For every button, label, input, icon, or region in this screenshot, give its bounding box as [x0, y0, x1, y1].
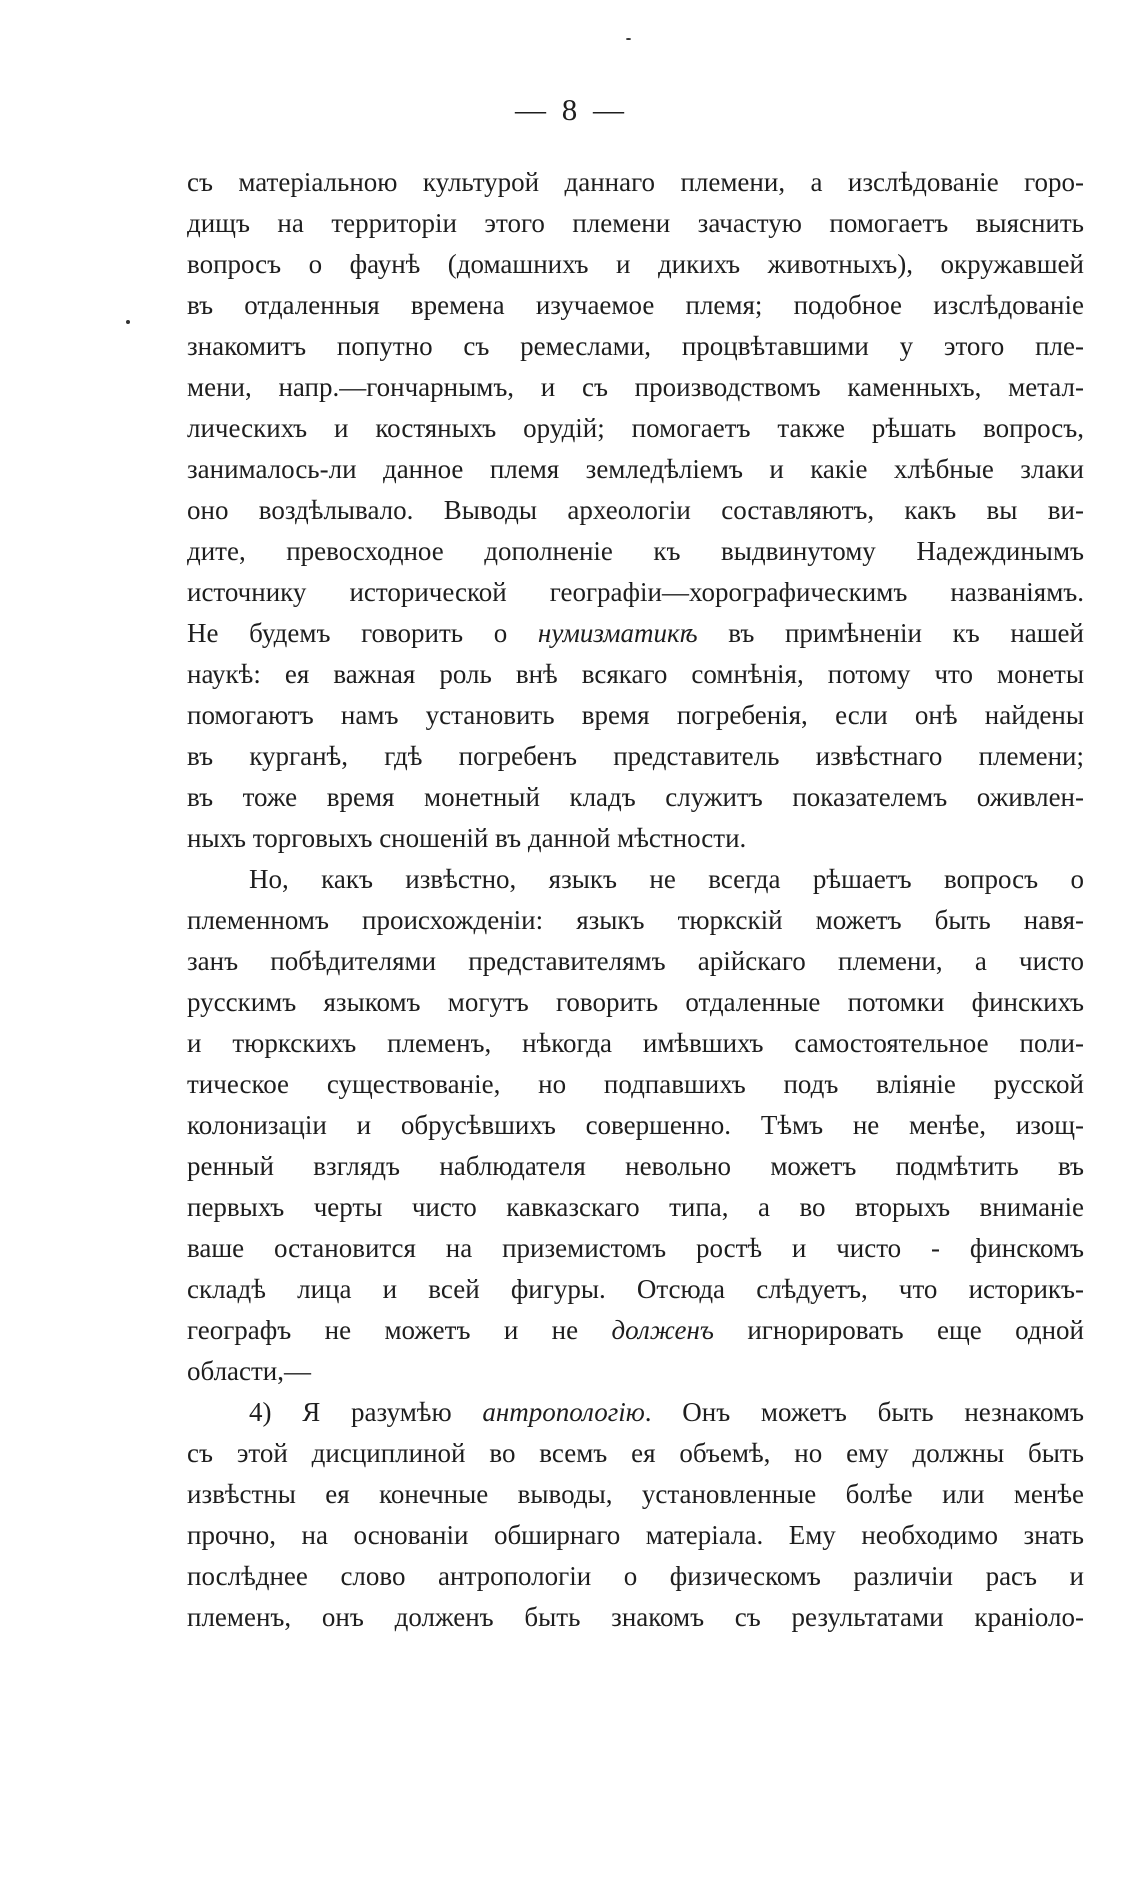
text-line: племенномъ происхожденіи: языкъ тюркскій можетъ быть навя- [187, 905, 1084, 935]
text-line: извѣстны ея конечные выводы, установленные болѣе или менѣе [187, 1479, 1084, 1509]
text-line: и тюркскихъ племенъ, нѣкогда имѣвшихъ самостоятельное поли- [187, 1028, 1084, 1058]
print-speck [126, 320, 130, 324]
text-line [187, 613, 1084, 654]
emphasized-term: долженъ [611, 1315, 714, 1345]
text-line: помогаютъ намъ установить время погребенія, если онѣ найдены [187, 700, 1084, 730]
text-line: русскимъ языкомъ могутъ говорить отдаленные потомки финскихъ [187, 987, 1084, 1017]
text-line: послѣднее слово антропологіи о физическомъ различіи расъ и [187, 1561, 1084, 1591]
text-line: области,— [187, 1356, 312, 1386]
text-line: наукѣ: ея важная роль внѣ всякаго сомнѣнія, потому что монеты [187, 659, 1084, 689]
text-line: складѣ лица и всей фигуры. Отсюда слѣдуетъ, что историкъ- [187, 1274, 1084, 1304]
text-line [187, 1392, 1084, 1433]
text-line: дищъ на территоріи этого племени зачастую помогаетъ выяснить [187, 208, 1084, 238]
text-line: дите, превосходное дополненіе къ выдвинутому Надеждинымъ [187, 536, 1084, 566]
text-line: съ матеріальною культурой даннаго племени, а изслѣдованіе горо- [187, 167, 1084, 197]
text-line: первыхъ черты чисто кавказскаго типа, а во вторыхъ вниманіе [187, 1192, 1084, 1222]
print-speck [626, 38, 631, 40]
text-run: 4) Я разумѣю [249, 1397, 483, 1427]
text-line: ныхъ торговыхъ сношеній въ данной мѣстности. [187, 823, 747, 853]
text-run: Не будемъ говорить о [187, 618, 538, 648]
text-line: вопросъ о фаунѣ (домашнихъ и дикихъ животныхъ), окружавшей [187, 249, 1084, 279]
text-run: игнорировать еще одной [713, 1315, 1084, 1345]
page-number: — 8 — [515, 92, 625, 127]
text-line: ренный взглядъ наблюдателя невольно можетъ подмѣтить въ [187, 1151, 1084, 1181]
text-line: занималось-ли данное племя земледѣліемъ и какіе хлѣбные злаки [187, 454, 1084, 484]
text-line: знакомитъ попутно съ ремеслами, процвѣтавшими у этого пле- [187, 331, 1084, 361]
text-line: ваше остановится на приземистомъ ростѣ и чисто - финскомъ [187, 1233, 1084, 1263]
text-line [187, 1310, 1084, 1351]
text-line: въ тоже время монетный кладъ служитъ показателемъ оживлен- [187, 782, 1084, 812]
text-line: Но, какъ извѣстно, языкъ не всегда рѣшаетъ вопросъ о [249, 864, 1084, 894]
text-run: географъ не можетъ и не [187, 1315, 612, 1345]
text-line: мени, напр.—гончарнымъ, и съ производствомъ каменныхъ, метал- [187, 372, 1084, 402]
text-run: въ примѣненіи къ нашей [697, 618, 1084, 648]
text-line: занъ побѣдителями представителямъ арійскаго племени, а чисто [187, 946, 1084, 976]
text-line: прочно, на основаніи обширнаго матеріала. Ему необходимо знать [187, 1520, 1084, 1550]
text-line: тическое существованіе, но подпавшихъ подъ вліяніе русской [187, 1069, 1084, 1099]
text-line: источнику исторической географіи—хорографическимъ названіямъ. [187, 577, 1084, 607]
body-text [187, 162, 1084, 1638]
text-run: . Онъ можетъ быть незнакомъ [644, 1397, 1084, 1427]
text-line: племенъ, онъ долженъ быть знакомъ съ результатами кранiоло- [187, 1602, 1084, 1632]
text-line: въ отдаленныя времена изучаемое племя; подобное изслѣдованіе [187, 290, 1084, 320]
emphasized-term: нумизматикѣ [537, 618, 698, 648]
text-line: оно воздѣлывало. Выводы археологіи составляютъ, какъ вы ви- [187, 495, 1084, 525]
text-line: въ курганѣ, гдѣ погребенъ представитель извѣстнаго племени; [187, 741, 1084, 771]
text-line: колонизаціи и обрусѣвшихъ совершенно. Тѣмъ не менѣе, изощ- [187, 1110, 1084, 1140]
emphasized-term: антропологію [482, 1397, 645, 1427]
text-line: лическихъ и костяныхъ орудій; помогаетъ также рѣшать вопросъ, [187, 413, 1084, 443]
text-line: съ этой дисциплиной во всемъ ея объемѣ, но ему должны быть [187, 1438, 1084, 1468]
